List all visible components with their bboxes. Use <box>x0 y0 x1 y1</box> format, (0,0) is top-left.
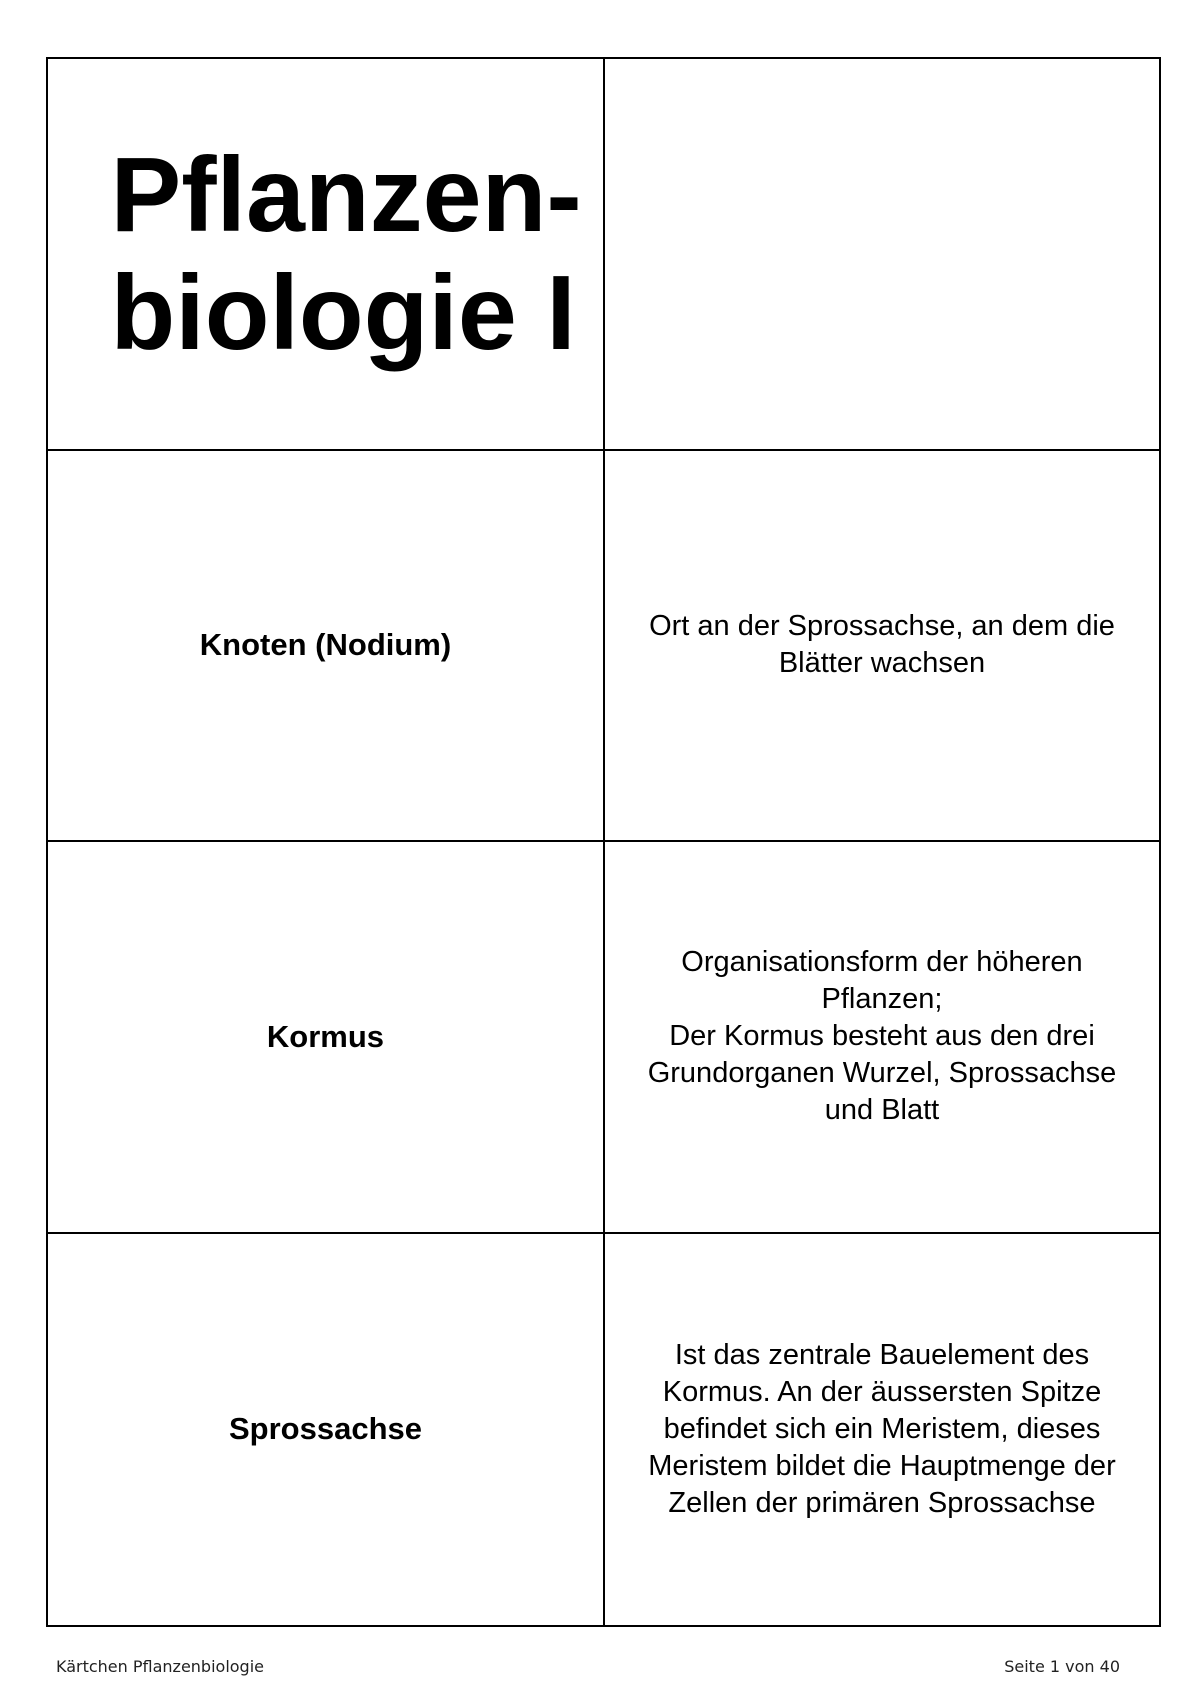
card-definition-cell <box>605 842 1159 1234</box>
footer-page-number: Seite 1 von 40 <box>1004 1657 1120 1676</box>
card-definition <box>636 944 1129 1129</box>
card-term-cell <box>48 451 605 843</box>
title-card-back <box>605 59 1159 451</box>
definition-line: Grundorganen Wurzel, Sprossachse <box>647 1057 1117 1090</box>
definition-line: Pflanzen; <box>821 983 943 1016</box>
card-definition-cell <box>605 451 1159 843</box>
definition-line: Kormus. An der äussersten Spitze <box>662 1375 1102 1408</box>
definition-line: Der Kormus besteht aus den drei <box>669 1020 1095 1053</box>
definition-line: Ist das zentrale Bauelement des <box>674 1338 1090 1371</box>
footer-document-title: Kärtchen Pflanzenbiologie <box>56 1657 264 1676</box>
card-term: Kormus <box>266 1018 385 1054</box>
deck-title <box>101 135 582 372</box>
card-term-cell <box>48 1234 605 1626</box>
definition-line: Blätter wachsen <box>778 647 986 680</box>
card-definition <box>636 1337 1127 1522</box>
definition-line: und Blatt <box>824 1094 940 1127</box>
title-card-front <box>48 59 605 451</box>
card-definition <box>637 608 1127 682</box>
deck-title-line-2: biologie I <box>110 253 576 372</box>
definition-line: befindet sich ein Meristem, dieses <box>663 1412 1101 1445</box>
definition-line: Zellen der primären Sprossachse <box>668 1486 1096 1519</box>
card-definition-cell <box>605 1234 1159 1626</box>
card-term-cell <box>48 842 605 1234</box>
definition-line: Meristem bildet die Hauptmenge der <box>648 1449 1116 1482</box>
definition-line: Organisationsform der höheren <box>681 946 1083 979</box>
deck-title-line-1: Pflanzen- <box>110 135 582 254</box>
card-term: Sprossachse <box>229 1411 422 1447</box>
page-footer <box>56 1657 1120 1676</box>
card-term: Knoten (Nodium) <box>199 627 452 663</box>
flashcard-grid <box>46 57 1161 1627</box>
definition-line: Ort an der Sprossachse, an dem die <box>649 610 1115 643</box>
